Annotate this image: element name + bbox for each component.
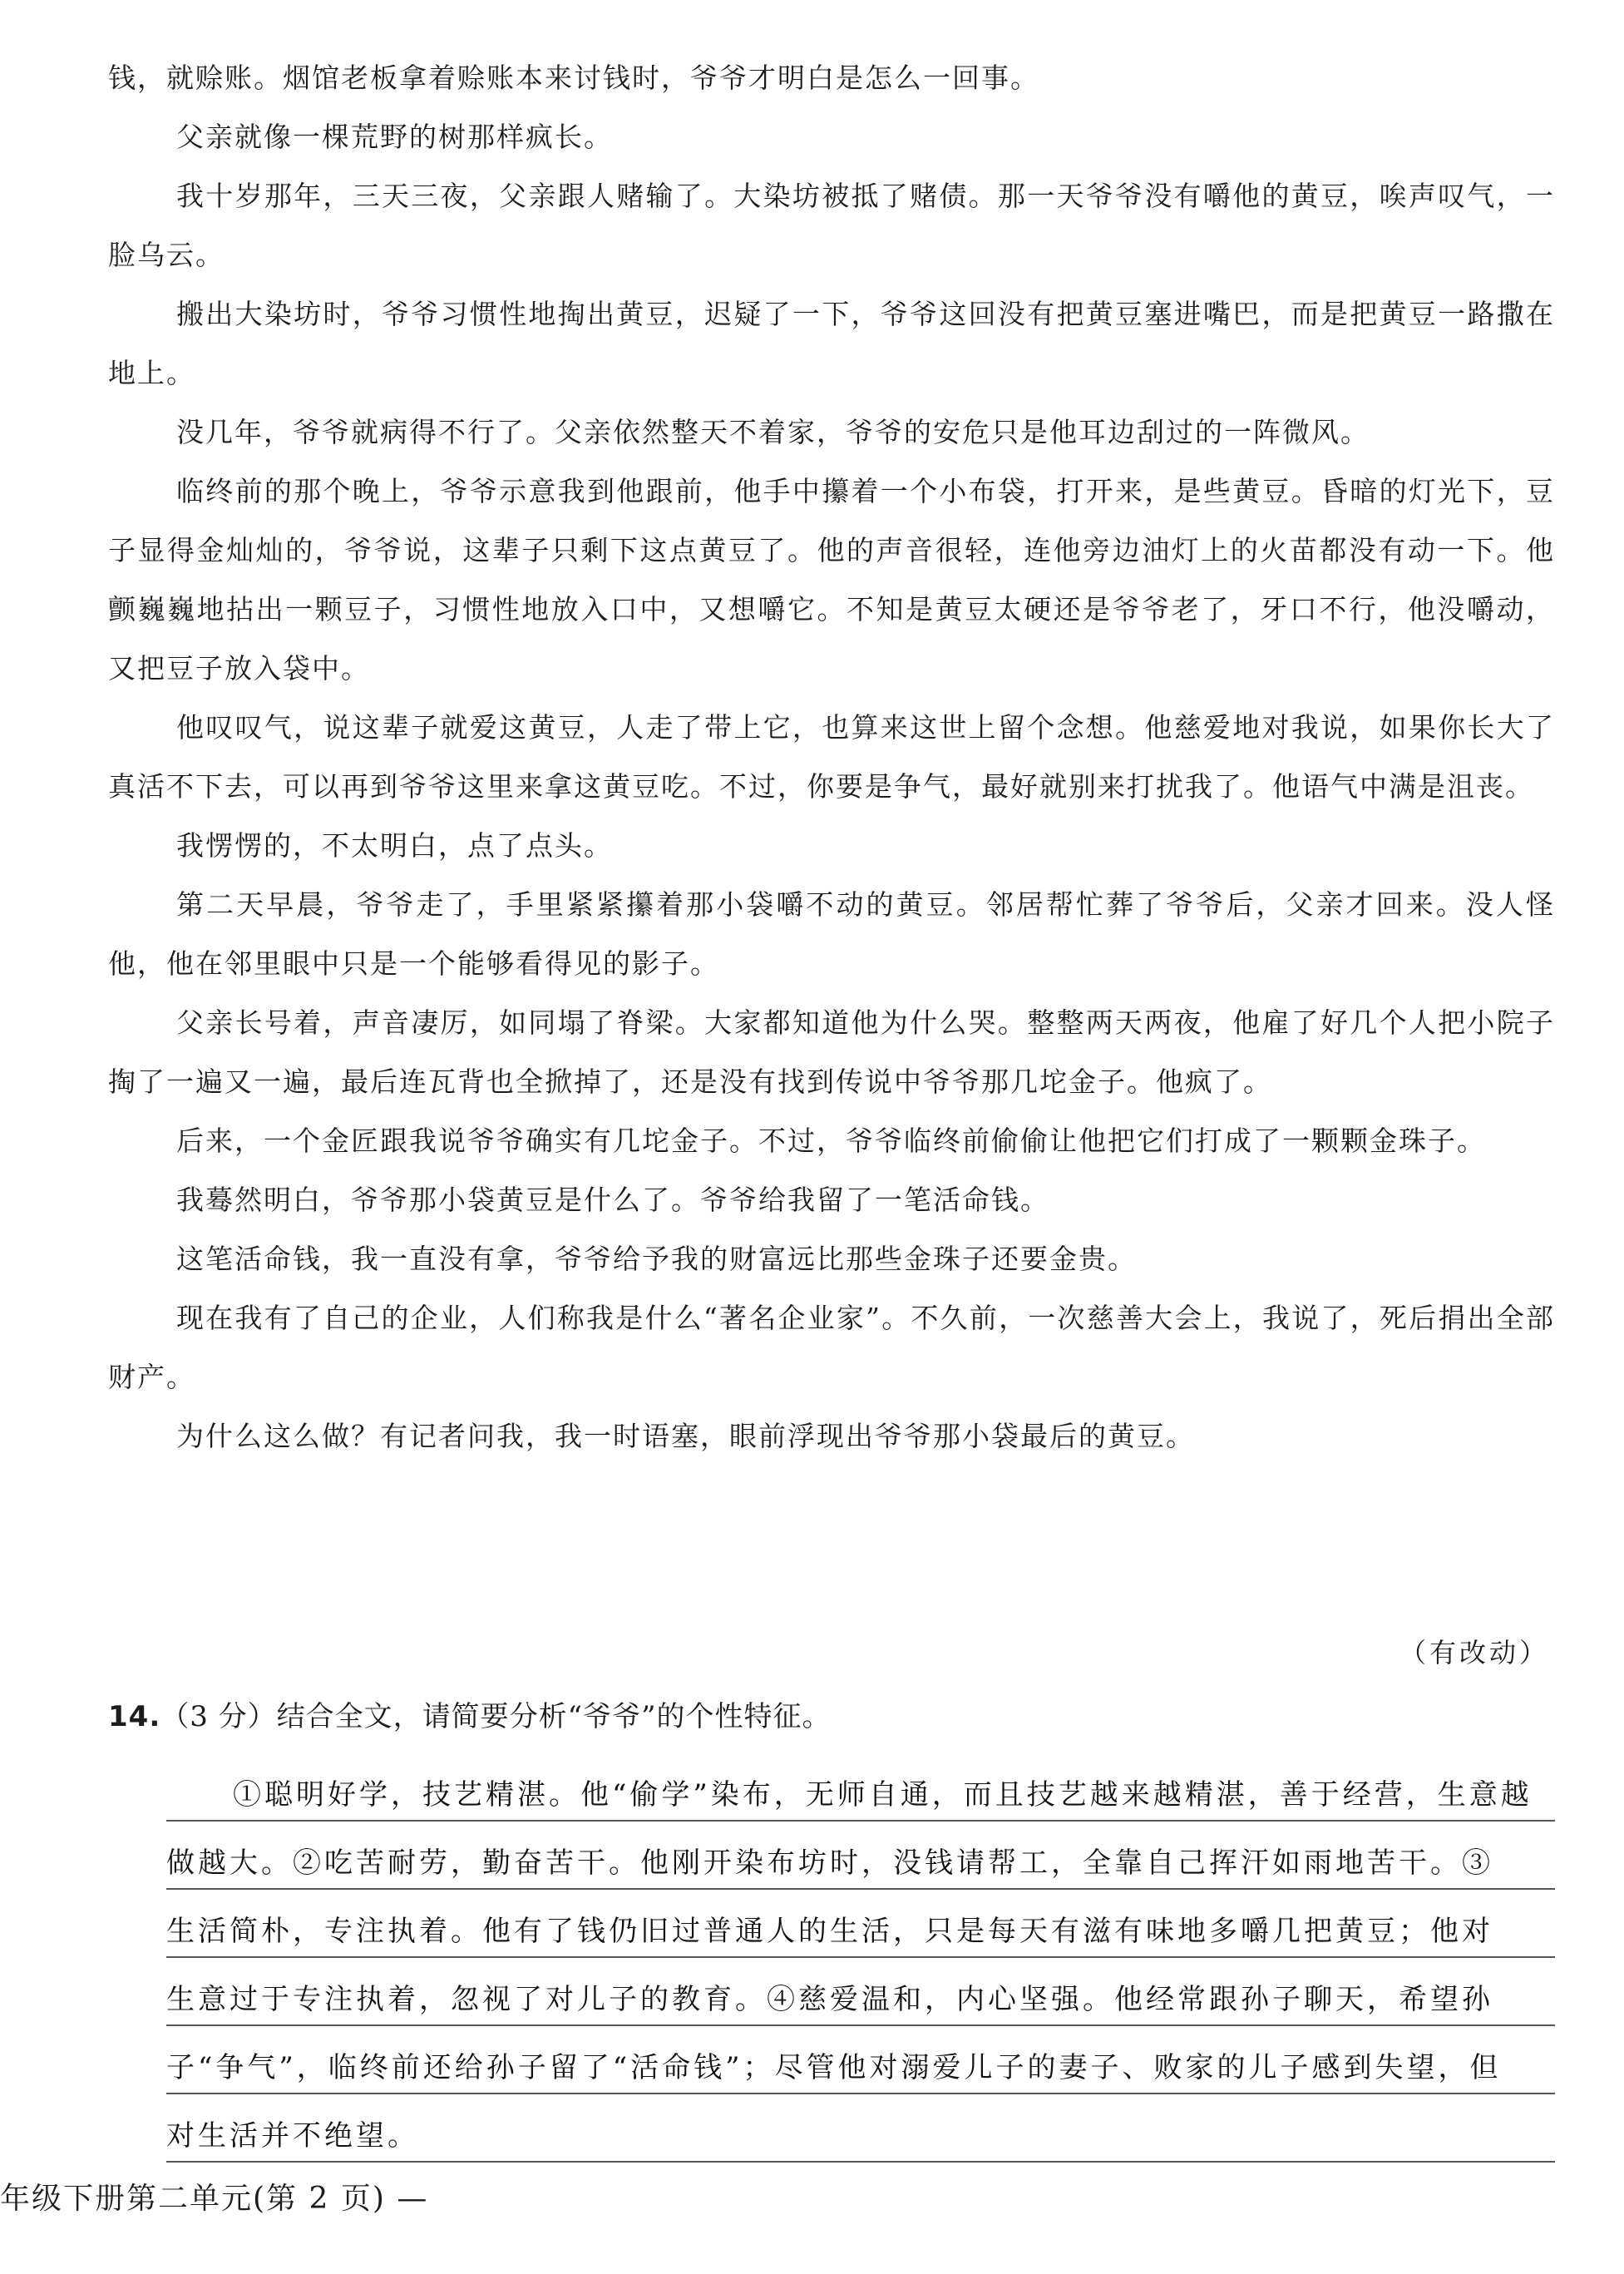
question-prompt: 结合全文，请简要分析“爷爷”的个性特征。 [276, 1700, 832, 1733]
answer-line: 生意过于专注执着，忽视了对儿子的教育。④慈爱温和，内心坚强。他经常跟孙子聊天，希望孙 [166, 1958, 1555, 2026]
paragraph: 现在我有了自己的企业，人们称我是什么“著名企业家”。不久前，一次慈善大会上，我说了，死后捐出全部财产。 [108, 1302, 1555, 1393]
question-14 [108, 1693, 831, 1734]
paragraph: 钱，就赊账。烟馆老板拿着赊账本来讨钱时，爷爷才明白是怎么一回事。 [108, 62, 1039, 94]
answer-line: 生活简朴，专注执着。他有了钱仍旧过普通人的生活，只是每天有滋有味地多嚼几把黄豆；他对 [166, 1890, 1555, 1958]
question-score: （3 分） [160, 1700, 277, 1733]
paragraph: 临终前的那个晚上，爷爷示意我到他跟前，他手中攥着一个小布袋，打开来，是些黄豆。昏暗的灯光下，豆子显得金灿灿的，爷爷说，这辈子只剩下这点黄豆了。他的声音很轻，连他旁边油灯上的火苗都没有动一下。他颤巍巍地拈出一颗豆子，习惯性地放入口中，又想嚼它。不知是黄豆太硬还是爷爷老了，牙口不行，他没嚼动，又把豆子放入袋中。 [108, 475, 1555, 685]
paragraph: 第二天早晨，爷爷走了，手里紧紧攥着那小袋嚼不动的黄豆。邻居帮忙葬了爷爷后，父亲才回来。没人怪他，他在邻里眼中只是一个能够看得见的影子。 [108, 888, 1555, 980]
page-footer: 年级下册第二单元(第 2 页) — [0, 2182, 429, 2216]
paragraph: 我十岁那年，三天三夜，父亲跟人赌输了。大染坊被抵了赌债。那一天爷爷没有嚼他的黄豆，唉声叹气，一脸乌云。 [108, 180, 1555, 271]
answer-line: 子“争气”，临终前还给孙子留了“活命钱”；尽管他对溺爱儿子的妻子、败家的儿子感到失望，但 [166, 2026, 1555, 2094]
paragraph: 父亲就像一棵荒野的树那样疯长。 [176, 121, 613, 153]
source-note: （有改动） [1399, 1637, 1549, 1668]
paragraph: 我蓦然明白，爷爷那小袋黄豆是什么了。爷爷给我留了一笔活命钱。 [176, 1184, 1049, 1216]
paragraph: 我愣愣的，不太明白，点了点头。 [176, 829, 613, 862]
paragraph: 没几年，爷爷就病得不行了。父亲依然整天不着家，爷爷的安危只是他耳边刮过的一阵微风。 [176, 416, 1370, 448]
paragraph: 搬出大染坊时，爷爷习惯性地掏出黄豆，迟疑了一下，爷爷这回没有把黄豆塞进嘴巴，而是把黄豆一路撒在地上。 [108, 298, 1555, 389]
paragraph: 他叹叹气，说这辈子就爱这黄豆，人走了带上它，也算来这世上留个念想。他慈爱地对我说，如果你长大了真活不下去，可以再到爷爷这里来拿这黄豆吃。不过，你要是争气，最好就别来打扰我了。他语气中满是沮丧。 [108, 711, 1555, 803]
answer-line: 对生活并不绝望。 [166, 2094, 1555, 2163]
answer-line: 做越大。②吃苦耐劳，勤奋苦干。他刚开染布坊时，没钱请帮工，全靠自己挥汗如雨地苦干。③ [166, 1822, 1555, 1890]
paragraph: 为什么这么做？有记者问我，我一时语塞，眼前浮现出爷爷那小袋最后的黄豆。 [176, 1420, 1195, 1452]
handwritten-answer [166, 1753, 1555, 2163]
question-number: 14. [108, 1700, 161, 1733]
paragraph: 父亲长号着，声音凄厉，如同塌了脊梁。大家都知道他为什么哭。整整两天两夜，他雇了好几个人把小院子掏了一遍又一遍，最后连瓦背也全掀掉了，还是没有找到传说中爷爷那几坨金子。他疯了。 [108, 1006, 1555, 1098]
story-text [108, 48, 1555, 1466]
paragraph: 这笔活命钱，我一直没有拿，爷爷给予我的财富远比那些金珠子还要金贵。 [176, 1243, 1137, 1275]
paragraph: 后来，一个金匠跟我说爷爷确实有几坨金子。不过，爷爷临终前偷偷让他把它们打成了一颗颗金珠子。 [176, 1125, 1486, 1157]
answer-line: ①聪明好学，技艺精湛。他“偷学”染布，无师自通，而且技艺越来越精湛，善于经营，生意越 [166, 1753, 1555, 1822]
